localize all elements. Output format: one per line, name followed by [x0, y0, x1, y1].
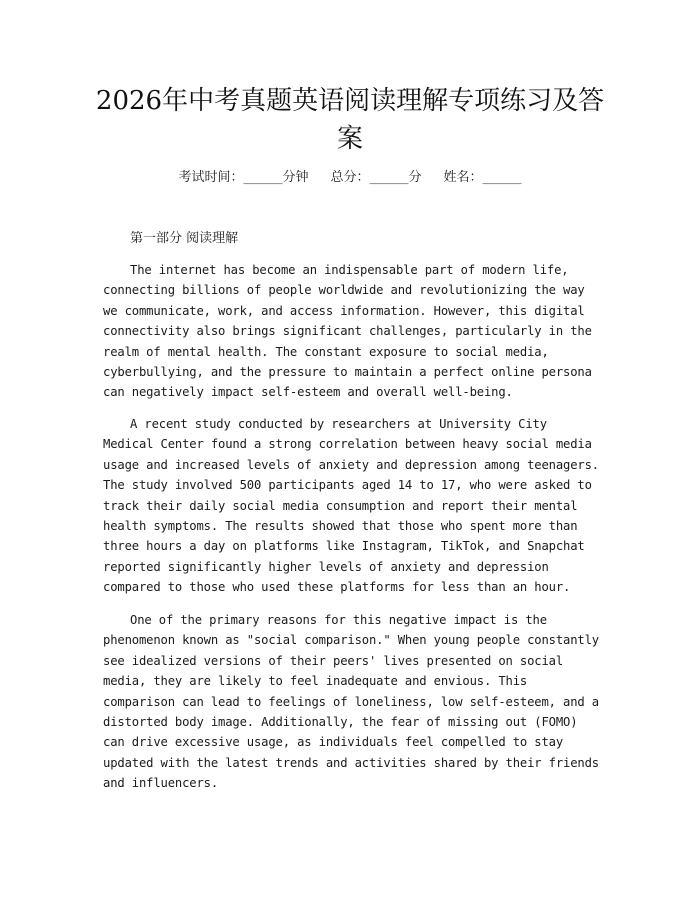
- total-score-field: 总分：______分: [330, 170, 422, 185]
- passage-paragraph-3: One of the primary reasons for this negative impact is the phenomenon known as "social comparison." When young people constantly see idealized versions of their peers' lives presented on social media, they are likely to feel inadequate and envious. This comparison can lead to feelings of loneliness, low self-esteem, and a distorted body image. Additionally, the fear of missing out (FOMO) can drive excessive usage, as individuals feel compelled to stay updated with the latest trends and activities shared by their friends and influencers.: [103, 613, 599, 791]
- passage-paragraph-2: A recent study conducted by researchers at University City Medical Center found a strong correlation between heavy social media usage and increased levels of anxiety and depression among teenagers. The study involved 500 participants aged 14 to 17, who were asked to track their daily social media consumption and report their mental health symptoms. The results showed that those who spent more than three hours a day on platforms like Instagram, TikTok, and Snapchat reported significantly higher levels of anxiety and depression compared to those who used these platforms for less than an hour.: [103, 417, 599, 595]
- passage-paragraph-1: The internet has become an indispensable part of modern life, connecting billions of people worldwide and revolutionizing the way we communicate, work, and access information. However, this digital connectivity also brings significant challenges, particularly in the realm of mental health. The constant exposure to social media, cyberbullying, and the pressure to maintain a perfect online persona can negatively impact self-esteem and overall well-being.: [103, 263, 592, 400]
- exam-time-field: 考试时间：______分钟: [178, 170, 309, 185]
- document-title: 2026年中考真题英语阅读理解专项练习及答案: [95, 86, 605, 154]
- exam-info-line: [0, 168, 700, 188]
- section-heading: 第一部分 阅读理解: [130, 231, 239, 246]
- student-name-field: 姓名：______: [443, 170, 522, 185]
